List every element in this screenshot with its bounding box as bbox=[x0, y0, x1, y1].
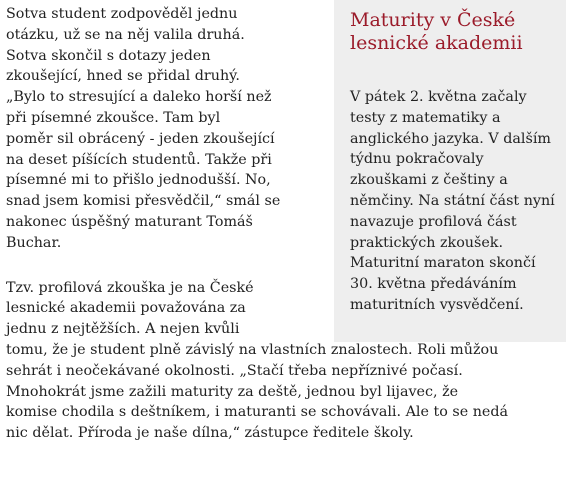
text-line: komise chodila s deštníkem, i maturanti se schovávali. Ale to se nedá bbox=[6, 404, 509, 421]
title-line: Maturity v České bbox=[350, 9, 516, 31]
text-line: Mnohokrát jsme zažili maturity za deště, jednou byl lijavec, že bbox=[6, 383, 459, 400]
text-line: při písemné zkoušce. Tam byl bbox=[6, 109, 221, 126]
text-line: snad jsem komisi přesvědčil,“ smál se bbox=[6, 193, 281, 210]
text-line: na deset píšících studentů. Takže při bbox=[6, 151, 272, 168]
text-line: zkoušející, hned se přidal druhý. bbox=[6, 68, 240, 85]
text-line: maturitních vysvědčení. bbox=[350, 296, 524, 313]
text-line: Tzv. profilová zkouška je na České bbox=[6, 279, 254, 296]
text-line: jednu z nejtěžších. A nejen kvůli bbox=[6, 321, 240, 338]
title-line: lesnické akademii bbox=[350, 32, 523, 54]
text-line: týdnu pokračovaly bbox=[350, 151, 484, 168]
text-line: Maturitní maraton skončí bbox=[350, 255, 536, 272]
text-line: písemné mi to přišlo jednodušší. No, bbox=[6, 172, 271, 189]
text-line: nakonec úspěšný maturant Tomáš bbox=[6, 213, 253, 230]
text-line: Sotva student zodpověděl jednu bbox=[6, 6, 238, 22]
text-line: „Bylo to stresující a daleko horší než bbox=[6, 89, 272, 106]
text-line: lesnické akademii považována za bbox=[6, 300, 246, 317]
info-box bbox=[334, 0, 566, 342]
text-line: zkouškami z češtiny a bbox=[350, 172, 508, 189]
text-line: V pátek 2. května začaly bbox=[350, 89, 527, 105]
text-line: němčiny. Na státní část nyní bbox=[350, 192, 555, 209]
text-line: tomu, že je student plně závislý na vlastních znalostech. Roli můžou bbox=[6, 341, 499, 358]
info-box-title bbox=[350, 9, 566, 55]
text-line: Buchar. bbox=[6, 234, 62, 251]
text-line: praktických zkoušek. bbox=[350, 234, 504, 251]
text-line: testy z matematiky a bbox=[350, 109, 501, 126]
text-line: sehrát i neočekávané okolnosti. „Stačí třeba nepříznivé počasí. bbox=[6, 362, 463, 379]
text-line: otázku, už se na něj valila druhá. bbox=[6, 26, 245, 43]
text-line: 30. května předáváním bbox=[350, 276, 517, 293]
info-box-text bbox=[350, 87, 566, 316]
text-line: anglického jazyka. V dalším bbox=[350, 130, 551, 147]
text-line: poměr sil obrácený - jeden zkoušející bbox=[6, 130, 275, 147]
text-line: Sotva skončil s dotazy jeden bbox=[6, 47, 211, 64]
text-line: nic dělat. Příroda je naše dílna,“ zástupce ředitele školy. bbox=[6, 425, 414, 442]
text-line: navazuje profilová část bbox=[350, 213, 517, 230]
